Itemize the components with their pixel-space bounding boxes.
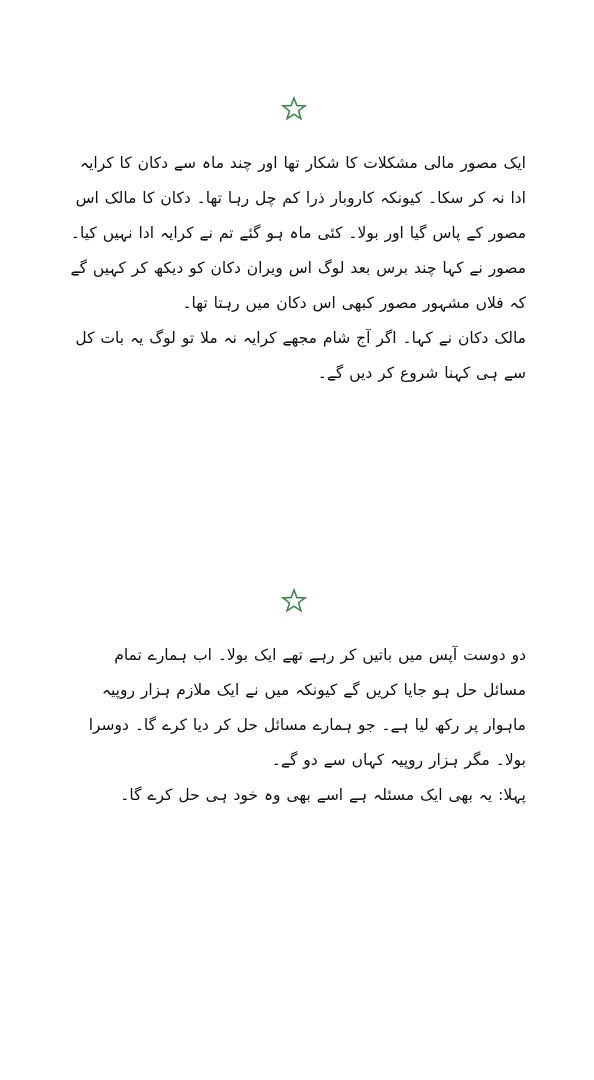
story-one xyxy=(70,96,526,391)
star-outline-icon xyxy=(281,96,307,122)
story-two-paragraph-two: پہلا: یہ بھی ایک مسئلہ ہے اسے بھی وہ خود ہی حل کرے گا۔ xyxy=(120,786,526,804)
story-one-paragraph-two: مالک دکان نے کہا۔ اگر آج شام مجھے کرایہ نہ ملا تو لوگ یہ بات کل سے ہی کہنا شروع کر دیں گے۔ xyxy=(75,329,526,382)
story-two xyxy=(70,588,526,813)
story-two-paragraph-one: دو دوست آپس میں باتیں کر رہے تھے ایک بولا۔ اب ہمارے تمام مسائل حل ہو جایا کریں گے کیونکہ میں نے ایک ملازم ہزار روپیہ ماہوار پر رکھ لیا ہے۔ جو ہمارے مسائل حل کر دیا کرے گا۔ دوسرا بولا۔ مگر ہزار روپیہ کہاں سے دو گے۔ xyxy=(88,646,526,769)
star-outline-icon xyxy=(281,588,307,614)
story-one-paragraph-one: ایک مصور مالی مشکلات کا شکار تھا اور چند ماہ سے دکان کا کرایہ ادا نہ کر سکا۔ کیونکہ کاروبار ذرا کم چل رہا تھا۔ دکان کا مالک اس مصور کے پاس گیا اور بولا۔ کئی ماہ ہو گئے تم نے کرایہ ادا نہیں کیا۔ مصور نے کہا چند برس بعد لوگ اس ویران دکان کو دیکھ کر کہیں گے کہ فلاں مشہور مصور کبھی اس دکان میں رہتا تھا۔ xyxy=(70,154,526,312)
